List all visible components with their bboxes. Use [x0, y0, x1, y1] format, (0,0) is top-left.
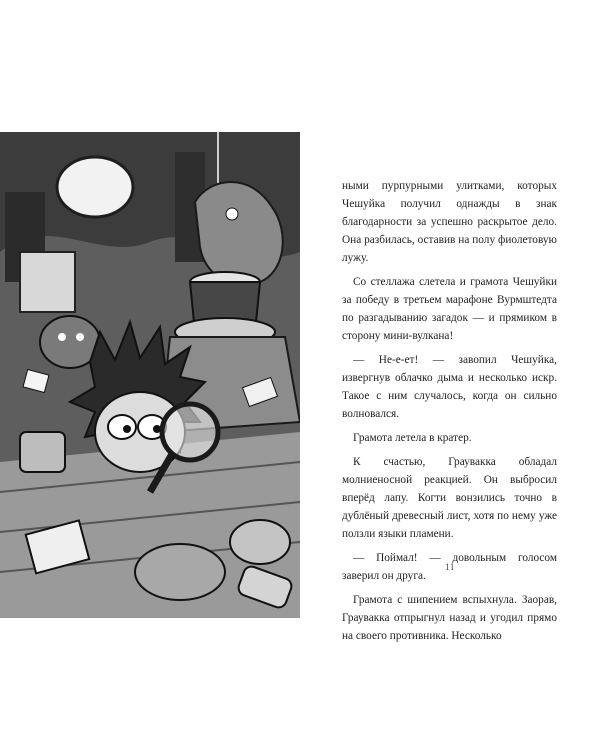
paragraph: — Поймал! — довольным голосом заверил он друга.	[342, 552, 557, 582]
paragraph: Грамота с шипением вспыхнула. Заорав, Граувакка отпрыгнул назад и угодил прямо на своего противника. Несколько	[342, 594, 557, 642]
paragraph: ными пурпурными улитками, которых Чешуйка получил однажды в знак благодарности за успешно раскрытое дело. Она разбилась, оставив на полу фиолетовую лужу.	[342, 180, 557, 264]
illustration-drawing	[0, 132, 300, 618]
book-illustration	[0, 132, 300, 618]
text-page	[300, 0, 600, 750]
paragraph: Со стеллажа слетела и грамота Чешуйки за победу в третьем марафоне Вурмштедта по разгадыванию загадок — и прямиком в сторону мини-вулкана!	[342, 276, 557, 342]
window-icon	[57, 157, 133, 217]
story-text	[342, 177, 557, 651]
magnifying-glass-icon	[162, 404, 218, 460]
paragraph: — Не-е-ет! — завопил Чешуйка, извергнув облачко дыма и несколько искр. Такое с ним случалось, когда он сильно волновался.	[342, 354, 557, 420]
page-number: 11	[445, 562, 455, 572]
paragraph: К счастью, Граувакка обладал молниеносной реакцией. Он выбросил вперёд лапу. Когти вонзились точно в дублёный древесный лист, хотя по нему уже ползли языки пламени.	[342, 456, 557, 540]
paragraph: Грамота летела в кратер.	[353, 432, 472, 444]
